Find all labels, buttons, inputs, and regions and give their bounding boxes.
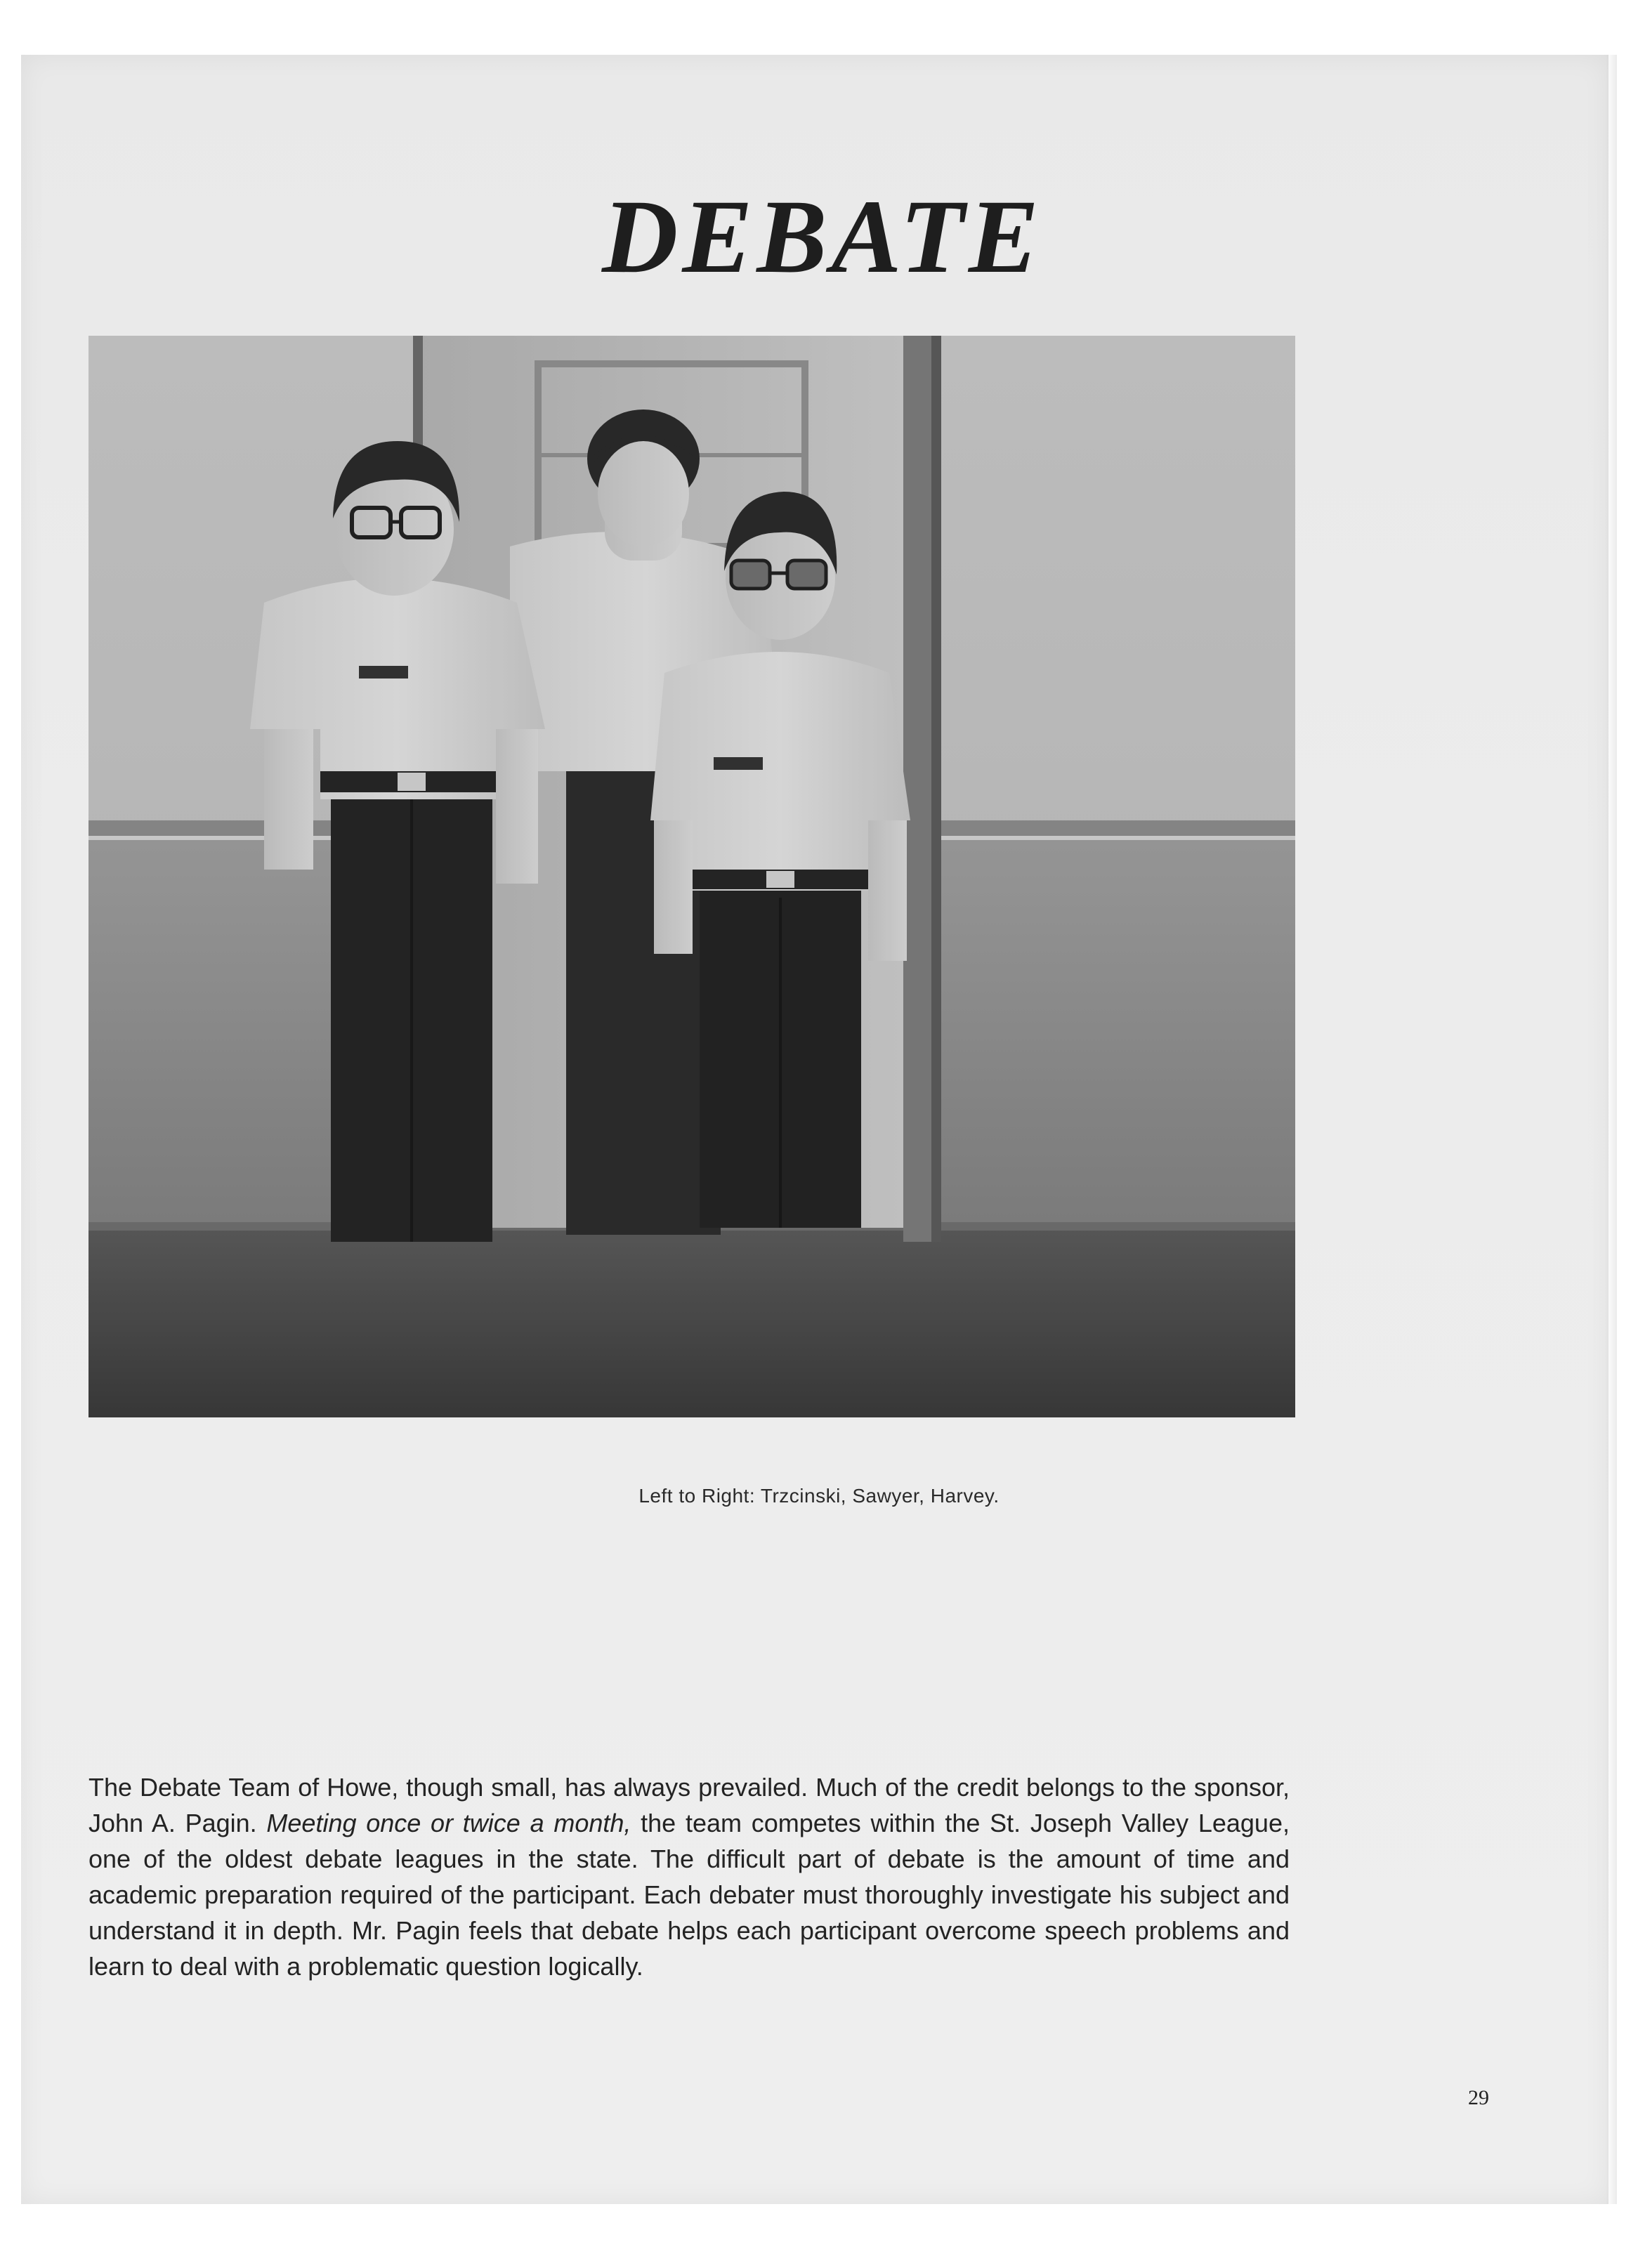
article-paragraph [89,1769,1290,1984]
paper-edge [1606,55,1617,2204]
article-text-part1: The Debate Team of Howe, though small, has always prevailed. Much of the credit belongs to the sponsor, John A. Pagin. [89,1773,1290,1837]
debate-team-photo [89,336,1295,1417]
page-title: DEBATE [602,178,1043,295]
article-text-italic: Meeting once or twice a month, [266,1809,631,1837]
photo-caption: Left to Right: Trzcinski, Sawyer, Harvey. [638,1485,1000,1507]
article-text-part3: the team competes within the St. Joseph Valley League, one of the oldest debate leagues in the state. The difficult part of debate is the amount of time and academic preparation required of the participant. Each debater must thoroughly investigate his subject and understand it in depth. Mr. Pagin feels that debate helps each participant overcome speech problems and learn to deal with a problematic question logically. [89,1809,1290,1981]
page-number: 29 [1468,2086,1489,2109]
